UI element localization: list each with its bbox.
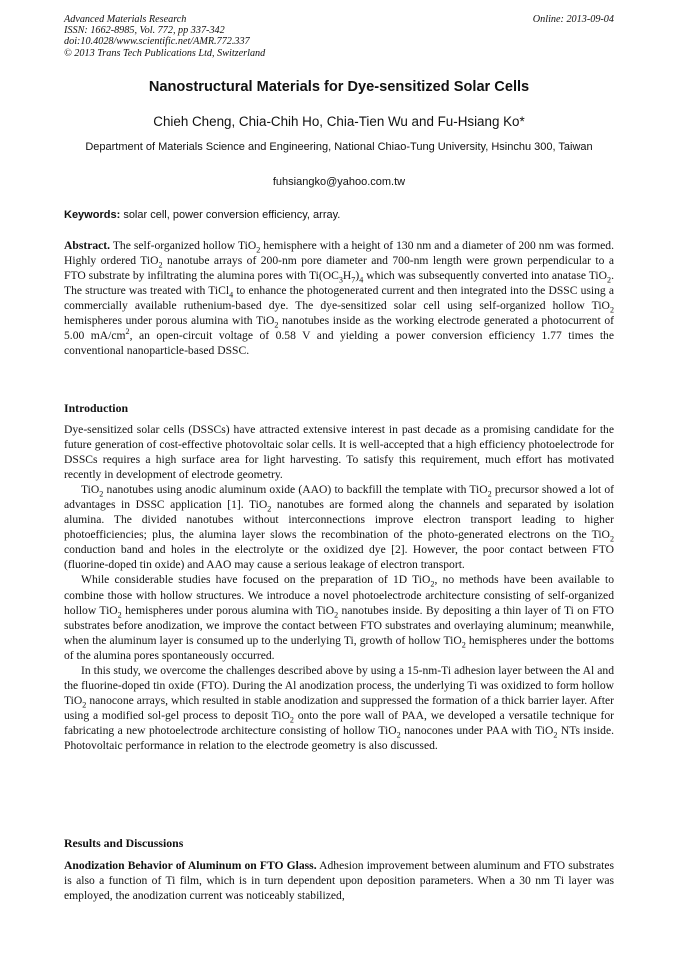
abstract-text: . The structure was treated with TiCl: [64, 269, 614, 298]
subscript: 2: [334, 609, 339, 619]
text-run: nanotubes using anodic aluminum oxide (AAO) to backfill the template with TiO: [103, 483, 488, 497]
journal-header: [64, 14, 614, 59]
paragraph: Dye-sensitized solar cells (DSSCs) have attracted extensive interest in past decade as a promising candidate for the future generation of cost-effective photovoltaic solar cells. It is well-accepted that a high efficiency photoelectrode for DSSCs requires a high surface area for light harvesting. To satisfy this requirement, much effort has motivated recently in development of electrode geometry.: [64, 423, 614, 482]
subscript: 2: [274, 320, 279, 330]
subscript: 2: [117, 609, 122, 619]
abstract-text: nanotubes inside as the working electrode generated a photocurrent of 5.00 mA/cm: [64, 314, 615, 343]
text-run: nanocones under PAA with TiO: [400, 723, 554, 737]
abstract-text: , an open-circuit voltage of 0.58 V and yielding a power conversion efficiency 1.77 times the conventional nanoparticle-based DSSC.: [64, 329, 615, 358]
abstract-text: hemisphere with a height of 130 nm and a diameter of 200 nm was formed. Highly ordered TiO: [64, 239, 614, 268]
contact-email: fuhsiangko@yahoo.com.tw: [272, 176, 406, 188]
paragraph: [64, 482, 614, 572]
text-run: onto the pore wall of PAA, we developed a versatile technique for fabricating a new photoelectrode architecture consisting of hollow TiO: [64, 708, 614, 737]
keywords: [64, 209, 340, 221]
affiliation: Department of Materials Science and Engineering, National Chiao-Tung University, Hsinchu 300, Taiwan: [85, 141, 593, 153]
subscript: 4: [359, 275, 364, 285]
online-date: Online: 2013-09-04: [532, 14, 614, 25]
text-run: precursor showed a lot of advantages in DSSC application [1]. TiO: [64, 483, 614, 512]
text-run: hemispheres under porous alumina with TiO: [121, 603, 335, 617]
text-run: In this study, we overcome the challenges described above by using a 15-nm-Ti adhesion layer between the Al and the fluorine-doped tin oxide (FTO). During the Al anodization process, the underlying Ti was oxidized to form hollow TiO: [64, 663, 614, 707]
author-list: Chieh Cheng, Chia-Chih Ho, Chia-Tien Wu and Fu-Hsiang Ko*: [153, 114, 525, 129]
text-run: , no methods have been available to combine those with hollow structures. We introduce a novel photoelectrode architecture consisting of self-organized hollow TiO: [64, 573, 614, 617]
text-run: nanocone arrays, which resulted in stable anodization and suppressed the formation of a thick barrier layer. After using a modified sol-gel process to deposit TiO: [64, 693, 614, 722]
text-run: hemispheres under the bottoms of the alumina pores spontaneously occurred.: [64, 633, 614, 662]
abstract-text: nanotube arrays of 200-nm pore diameter and 700-nm length were grown perpendicular to a FTO substrate by infiltrating the alumina pores with Ti(OC: [64, 254, 614, 283]
subscript: 2: [267, 504, 272, 514]
abstract-label: Abstract.: [64, 239, 111, 252]
subscript: 2: [461, 639, 466, 649]
subscript: 2: [289, 715, 294, 725]
abstract-text: H: [342, 269, 352, 283]
paragraph: [64, 572, 614, 662]
section-heading-introduction: Introduction: [64, 401, 129, 415]
copyright-line: © 2013 Trans Tech Publications Ltd, Switzerland: [64, 47, 266, 59]
issn-line: ISSN: 1662-8985, Vol. 772, pp 337-342: [64, 25, 225, 37]
subscript: 2: [607, 275, 612, 285]
subscript: 3: [338, 275, 343, 285]
results-body: [64, 858, 614, 903]
subscript: 7: [351, 275, 356, 285]
superscript: 2: [125, 327, 130, 337]
keywords-text: solar cell, power conversion efficiency, array.: [123, 209, 341, 221]
abstract: [64, 238, 614, 358]
subscript: 4: [229, 290, 234, 300]
subscript: 2: [158, 260, 163, 270]
subsection-label: Anodization Behavior of Aluminum on FTO Glass.: [64, 859, 317, 872]
subscript: 2: [256, 245, 261, 255]
abstract-text: which was subsequently converted into anatase TiO: [363, 269, 608, 283]
introduction-body: [64, 422, 614, 753]
abstract-text: to enhance the photogenerated current and then integrated into the DSSC using a commercially available ruthenium-based dye. The dye-sensitized solar cell using self-organized hollow TiO: [64, 284, 614, 313]
text-run: Adhesion improvement between aluminum and FTO substrates is also a function of Ti film, which is in turn dependent upon deposition parameters. When a 30 nm Ti layer was employed, the anodization current was noticeably stabilized,: [64, 859, 615, 903]
text-run: conduction band and holes in the electrolyte or the oxidized dye [2]. However, the poor contact between FTO (fluorine-doped tin oxide) and AAO may cause a serious leakage of electron transport.: [64, 543, 614, 572]
subscript: 2: [82, 700, 87, 710]
doi-line: doi:10.4028/www.scientific.net/AMR.772.337: [64, 36, 250, 48]
paragraph: [64, 663, 614, 753]
abstract-text: The self-organized hollow TiO: [112, 239, 257, 252]
abstract-text: ): [355, 269, 360, 283]
text-run: TiO: [81, 483, 100, 497]
subscript: 2: [609, 534, 614, 544]
journal-name: Advanced Materials Research: [64, 14, 187, 25]
subscript: 2: [553, 730, 558, 740]
paper-title: Nanostructural Materials for Dye-sensitized Solar Cells: [148, 79, 530, 95]
subscript: 2: [430, 579, 435, 589]
text-run: While considerable studies have focused on the preparation of 1D TiO: [81, 573, 431, 587]
subscript: 2: [99, 489, 104, 499]
subscript: 2: [609, 305, 614, 315]
subscript: 2: [396, 730, 401, 740]
keywords-label: Keywords:: [64, 209, 121, 221]
text-run: NTs inside. Photovoltaic performance in relation to the electrode geometry is also discussed.: [64, 723, 615, 752]
subscript: 2: [487, 489, 492, 499]
abstract-text: hemispheres under porous alumina with TiO: [64, 314, 275, 328]
text-run: nanotubes inside. By depositing a thin layer of Ti on FTO substrates before anodization, we improve the contact between FTO substrates and overlaying aluminum; meanwhile, when the aluminum layer is consumed up to the underlying Ti, growth of hollow TiO: [64, 603, 614, 647]
section-heading-results: Results and Discussions: [64, 836, 184, 850]
text-run: nanotubes are formed along the channels and separated by isolation alumina. The divided nanotubes without interconnections improve electron transport leading to higher photoefficiencies; plus, the alumina layer slows the recombination of the photo-generated electrons on the TiO: [64, 498, 614, 542]
